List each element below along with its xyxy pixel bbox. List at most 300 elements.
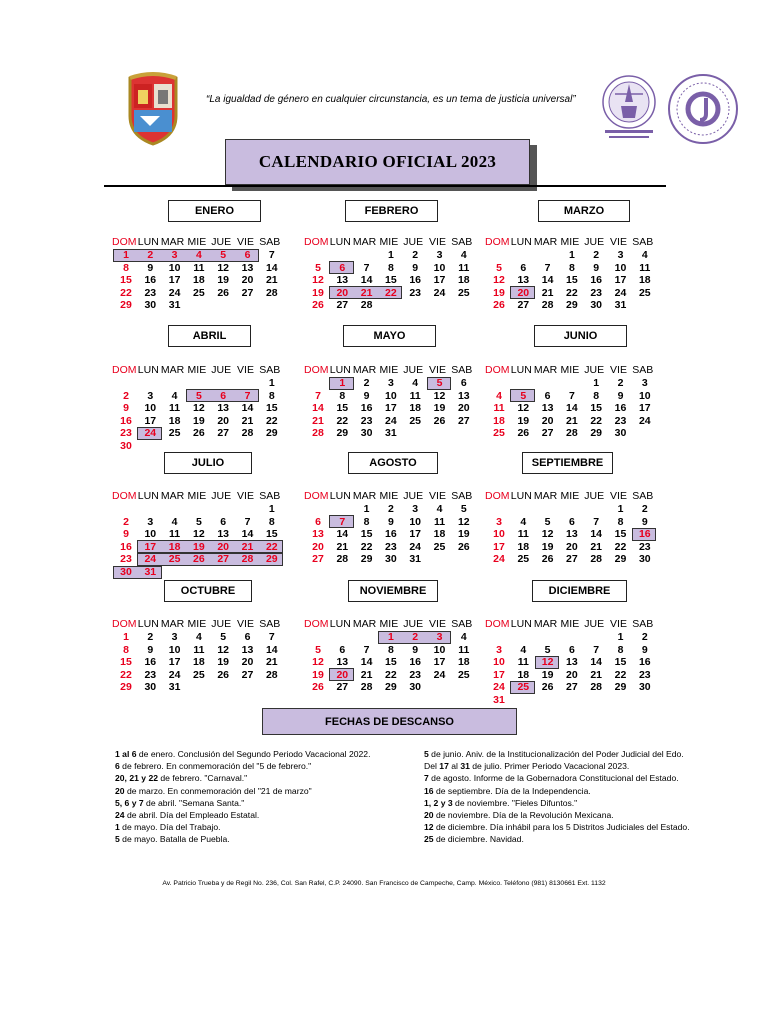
month-label-junio: JUNIO [534,325,627,347]
day-cell: 18 [517,540,530,553]
weekday-header: VIE [610,490,627,502]
day-cell: 4 [195,249,202,261]
weekday-header: SAB [632,236,654,248]
day-cell: 11 [458,643,470,656]
day-cell: 13 [217,528,230,541]
rest-date-text: de diciembre. Navidad. [433,834,524,845]
day-cell: 14 [312,402,324,415]
day-cell: 5 [220,631,227,643]
day-cell: 21 [541,286,554,299]
day-cell: 19 [493,286,505,299]
weekday-header: SAB [451,618,473,630]
day-cell: 13 [566,656,578,669]
day-cell: 1 [387,631,394,643]
day-cell: 24 [385,414,397,427]
rest-date-text: de mayo. Día del Trabajo. [119,822,221,833]
day-cell: 5 [544,515,551,528]
weekday-header: MAR [533,490,558,502]
day-cell: 12 [493,274,505,287]
weekday-header: LUN [510,236,532,248]
weekday-header: LUN [137,490,159,502]
day-cell: 28 [336,553,349,566]
weekday-header: MIE [187,236,207,248]
day-cell: 30 [409,681,422,694]
day-cell: 7 [363,643,370,656]
day-cell: 30 [144,299,157,312]
weekday-header: LUN [137,618,159,630]
day-cell: 10 [433,643,446,656]
day-cell: 7 [568,389,575,402]
day-cell: 15 [385,656,397,669]
day-cell: 9 [123,402,129,415]
weekday-header: JUE [211,490,232,502]
day-cell: 22 [360,540,373,553]
rest-date-item [424,797,690,809]
day-cell: 24 [168,668,181,681]
day-cell: 20 [241,274,254,287]
weekday-header: LUN [329,236,351,248]
day-cell: 15 [336,402,349,415]
day-cell: 30 [590,299,603,312]
day-cell: 31 [493,694,505,706]
day-cell: 29 [614,553,627,566]
day-cell: 22 [120,286,132,299]
day-cell: 29 [566,299,578,312]
day-cell: 21 [336,540,349,553]
weekday-header: JUE [211,236,232,248]
day-cell: 21 [241,414,254,427]
day-cell: 2 [593,249,600,261]
rest-date-text: de enero. Conclusión del Segundo Periodo Vacacional 2022. [136,749,371,759]
day-cell: 7 [593,515,600,528]
day-cell: 19 [457,528,470,541]
rest-date-text: de noviembre. "Fieles Difuntos." [452,797,578,808]
day-cell: 11 [433,515,446,528]
day-cell: 16 [409,656,422,669]
day-cell: 6 [568,515,575,528]
weekday-header: MAR [160,364,185,376]
day-cell: 14 [566,402,578,415]
day-cell: 7 [244,515,251,528]
day-cell: 15 [360,528,373,541]
day-cell: 13 [241,261,254,274]
weekday-header: MIE [187,618,207,630]
day-cell: 4 [496,389,502,402]
day-cell: 4 [460,631,467,643]
day-cell: 8 [617,515,624,528]
day-cell: 31 [385,427,397,440]
day-cell: 17 [638,402,651,415]
day-cell: 24 [433,286,446,299]
rest-date-item [115,821,370,833]
month-label-marzo: MARZO [538,200,630,222]
weekday-header: MIE [187,490,207,502]
day-cell: 6 [544,389,551,402]
rest-date-item [115,797,370,809]
day-cell: 13 [457,389,470,402]
day-cell: 19 [312,668,324,681]
day-cell: 7 [268,631,275,643]
day-cell: 1 [617,631,624,643]
day-cell: 28 [312,427,324,440]
weekday-header: VIE [237,618,254,630]
day-cell: 14 [336,528,349,541]
weekday-header: SAB [259,236,281,248]
rest-date-item [115,748,370,760]
day-cell: 14 [590,656,603,669]
day-cell: 8 [268,515,275,528]
day-cell: 8 [387,261,394,274]
day-cell: 25 [517,553,530,566]
day-cell: 27 [541,427,554,440]
day-cell: 8 [123,261,129,274]
day-cell: 21 [590,668,603,681]
day-cell: 1 [268,503,275,515]
weekday-header: LUN [329,364,351,376]
day-cell: 15 [566,274,578,287]
day-cell: 9 [412,261,419,274]
day-cell: 2 [123,389,129,402]
day-cell: 20 [336,668,349,681]
day-cell: 5 [195,389,202,402]
weekday-header: LUN [510,490,532,502]
day-cell: 27 [566,681,578,694]
day-cell: 23 [638,668,651,681]
day-cell: 13 [336,656,349,669]
day-cell: 1 [387,249,394,261]
day-cell: 10 [638,389,651,402]
day-cell: 22 [120,668,132,681]
day-cell: 3 [147,515,154,528]
day-cell: 21 [590,540,603,553]
rest-date-day: 5, 6 y 7 [115,797,144,808]
weekday-header: JUE [584,236,605,248]
weekday-header: JUE [403,364,424,376]
day-cell: 17 [614,274,627,287]
day-cell: 17 [168,274,181,287]
weekday-header: VIE [429,490,446,502]
day-cell: 23 [360,414,373,427]
day-cell: 15 [265,402,278,415]
day-cell: 25 [493,427,505,440]
weekday-header: MIE [560,618,580,630]
weekday-header: MAR [160,490,185,502]
day-cell: 15 [265,528,278,541]
day-cell: 8 [593,389,600,402]
day-cell: 28 [241,553,254,566]
month-label-noviembre: NOVIEMBRE [348,580,438,602]
day-cell: 3 [641,377,648,389]
day-cell: 5 [544,643,551,656]
day-cell: 6 [339,643,346,656]
day-cell: 16 [144,274,157,287]
day-cell: 28 [360,681,373,694]
day-cell: 25 [457,286,470,299]
rest-date-text: al [448,761,461,772]
day-cell: 1 [123,631,129,643]
weekday-header: MAR [533,618,558,630]
day-cell: 27 [241,286,254,299]
rest-date-text: de agosto. Informe de la Gobernadora Constitucional del Estado. [428,773,679,784]
weekday-header: JUE [584,618,605,630]
weekday-header: VIE [237,236,254,248]
rest-date-day: 16 [424,785,434,796]
rest-date-day: 20 [424,810,434,821]
day-cell: 4 [520,515,527,528]
weekday-header: DOM [112,618,137,630]
day-cell: 11 [409,389,421,402]
day-cell: 11 [193,643,205,656]
day-cell: 24 [614,286,627,299]
day-cell: 10 [614,261,627,274]
day-cell: 30 [614,427,627,440]
weekday-header: DOM [485,618,510,630]
weekday-header: DOM [304,236,329,248]
day-cell: 1 [363,503,370,515]
day-cell: 25 [409,414,422,427]
day-cell: 26 [193,553,205,566]
day-cell: 26 [433,414,446,427]
day-cell: 7 [363,261,370,274]
day-cell: 16 [638,528,651,541]
day-cell: 29 [336,427,349,440]
poder-judicial-logo-icon [597,72,661,146]
day-cell: 20 [217,414,230,427]
day-cell: 30 [120,566,132,578]
day-cell: 16 [590,274,603,287]
day-cell: 21 [566,414,578,427]
day-cell: 17 [433,656,446,669]
day-cell: 17 [433,274,446,287]
rest-date-text: de febrero. En conmemoración del "5 de febrero." [119,761,312,772]
weekday-header: MIE [379,490,399,502]
day-cell: 20 [336,286,349,299]
weekday-header: MAR [533,236,558,248]
day-cell: 3 [412,503,419,515]
day-cell: 17 [493,540,505,553]
day-cell: 26 [541,553,554,566]
day-cell: 31 [614,299,627,312]
weekday-header: MIE [187,364,207,376]
day-cell: 5 [220,249,227,261]
day-cell: 7 [544,261,551,274]
weekday-header: JUE [403,490,424,502]
day-cell: 29 [590,427,603,440]
day-cell: 8 [387,643,394,656]
rest-date-text: de noviembre. Día de la Revolución Mexicana. [433,810,614,821]
rest-date-text: de abril. "Semana Santa." [143,797,245,808]
day-cell: 2 [123,515,129,528]
consejo-judicatura-seal-icon [666,72,740,146]
day-cell: 5 [436,377,443,389]
day-cell: 6 [244,249,251,261]
weekday-header: SAB [451,490,473,502]
day-cell: 25 [168,427,181,440]
day-cell: 11 [517,656,529,669]
day-cell: 15 [120,274,132,287]
day-cell: 16 [385,528,397,541]
rest-date-item [115,772,370,784]
day-cell: 12 [433,389,446,402]
day-cell: 22 [614,540,627,553]
day-cell: 28 [265,668,278,681]
day-cell: 23 [409,286,422,299]
weekday-header: MAR [533,364,558,376]
day-cell: 31 [409,553,422,566]
day-cell: 4 [412,377,419,389]
day-cell: 23 [385,540,397,553]
day-cell: 9 [123,528,129,541]
day-cell: 30 [360,427,373,440]
day-cell: 15 [614,656,627,669]
day-cell: 4 [436,503,443,515]
day-cell: 11 [517,528,529,541]
rest-date-day: 25 [424,834,434,845]
weekday-header: MIE [379,364,399,376]
rest-date-item [115,809,370,821]
day-cell: 19 [541,668,554,681]
day-cell: 14 [241,528,254,541]
day-cell: 13 [241,643,254,656]
day-cell: 26 [312,681,324,694]
day-cell: 23 [409,668,422,681]
day-cell: 9 [593,261,600,274]
day-cell: 5 [460,503,467,515]
day-cell: 27 [457,414,470,427]
weekday-header: MIE [560,364,580,376]
day-cell: 26 [217,668,230,681]
day-cell: 2 [412,631,419,643]
weekday-header: SAB [632,364,654,376]
day-cell: 18 [168,540,181,553]
day-cell: 20 [541,414,554,427]
rest-dates-list-right [424,748,690,846]
day-cell: 27 [336,681,349,694]
day-cell: 6 [568,643,575,656]
day-cell: 13 [566,528,578,541]
weekday-header: DOM [112,236,137,248]
weekday-header: LUN [329,490,351,502]
day-cell: 16 [614,402,627,415]
day-cell: 11 [493,402,505,415]
day-cell: 4 [520,643,527,656]
day-cell: 20 [457,402,470,415]
day-cell: 28 [265,286,278,299]
day-cell: 4 [171,515,178,528]
day-cell: 6 [220,389,227,402]
day-cell: 10 [493,528,505,541]
weekday-header: DOM [112,364,137,376]
month-label-diciembre: DICIEMBRE [532,580,627,602]
day-cell: 28 [590,681,603,694]
day-cell: 22 [590,414,603,427]
day-cell: 30 [385,553,397,566]
day-cell: 17 [144,414,157,427]
day-cell: 26 [457,540,470,553]
day-cell: 14 [265,643,278,656]
day-cell: 25 [457,668,470,681]
day-cell: 17 [168,656,181,669]
day-cell: 26 [312,299,324,312]
rest-date-day: 7 [424,773,429,784]
day-cell: 18 [457,656,470,669]
day-cell: 22 [265,414,278,427]
day-cell: 28 [360,299,373,312]
day-cell: 23 [120,553,132,566]
weekday-header: SAB [259,364,281,376]
day-cell: 3 [171,631,178,643]
day-cell: 24 [144,427,157,440]
day-cell: 18 [457,274,470,287]
day-cell: 27 [312,553,324,566]
day-cell: 17 [409,528,422,541]
day-cell: 1 [339,377,346,389]
day-cell: 29 [265,553,278,566]
day-cell: 29 [360,553,373,566]
day-cell: 16 [360,402,373,415]
day-cell: 15 [120,656,132,669]
day-cell: 4 [641,249,648,261]
rest-date-text: de febrero. "Carnaval." [158,773,248,784]
weekday-header: VIE [429,236,446,248]
day-cell: 22 [566,286,578,299]
day-cell: 12 [541,528,554,541]
weekday-header: MIE [379,236,399,248]
day-cell: 2 [387,503,394,515]
day-cell: 22 [614,668,627,681]
day-cell: 29 [120,299,132,312]
day-cell: 7 [315,389,321,402]
day-cell: 9 [363,389,370,402]
day-cell: 25 [168,553,181,566]
day-cell: 3 [387,377,394,389]
day-cell: 9 [617,389,624,402]
day-cell: 10 [409,515,422,528]
footer-address: Av. Patricio Trueba y de Regil No. 236, Col. San Rafel, C.P. 24090. San Francisco de Campeche, Camp. México. Teléfono (981) 8130661 Ext. 1132 [162,880,606,887]
day-cell: 10 [385,389,397,402]
weekday-header: JUE [584,490,605,502]
day-cell: 5 [315,261,321,274]
day-cell: 8 [363,515,370,528]
weekday-header: VIE [237,364,254,376]
day-cell: 22 [265,540,278,553]
day-cell: 16 [120,414,132,427]
day-cell: 4 [171,389,178,402]
day-cell: 23 [638,540,651,553]
day-cell: 18 [193,274,205,287]
rest-date-text: de mayo. Batalla de Puebla. [119,834,230,845]
day-cell: 24 [433,668,446,681]
day-cell: 23 [144,286,157,299]
day-cell: 12 [217,643,230,656]
rest-date-day: 1 al 6 [115,749,137,759]
day-cell: 18 [493,414,505,427]
day-cell: 6 [339,261,346,274]
day-cell: 19 [193,414,205,427]
day-cell: 19 [217,274,230,287]
day-cell: 8 [123,643,129,656]
rest-date-text: de diciembre. Día inhábil para los 5 Distritos Judiciales del Estado. [433,822,690,833]
day-cell: 13 [217,402,230,415]
weekday-header: SAB [632,618,654,630]
day-cell: 20 [217,540,230,553]
day-cell: 2 [363,377,370,389]
day-cell: 3 [496,515,502,528]
day-cell: 20 [312,540,324,553]
day-cell: 2 [147,631,154,643]
weekday-header: DOM [304,618,329,630]
weekday-header: MAR [352,364,377,376]
